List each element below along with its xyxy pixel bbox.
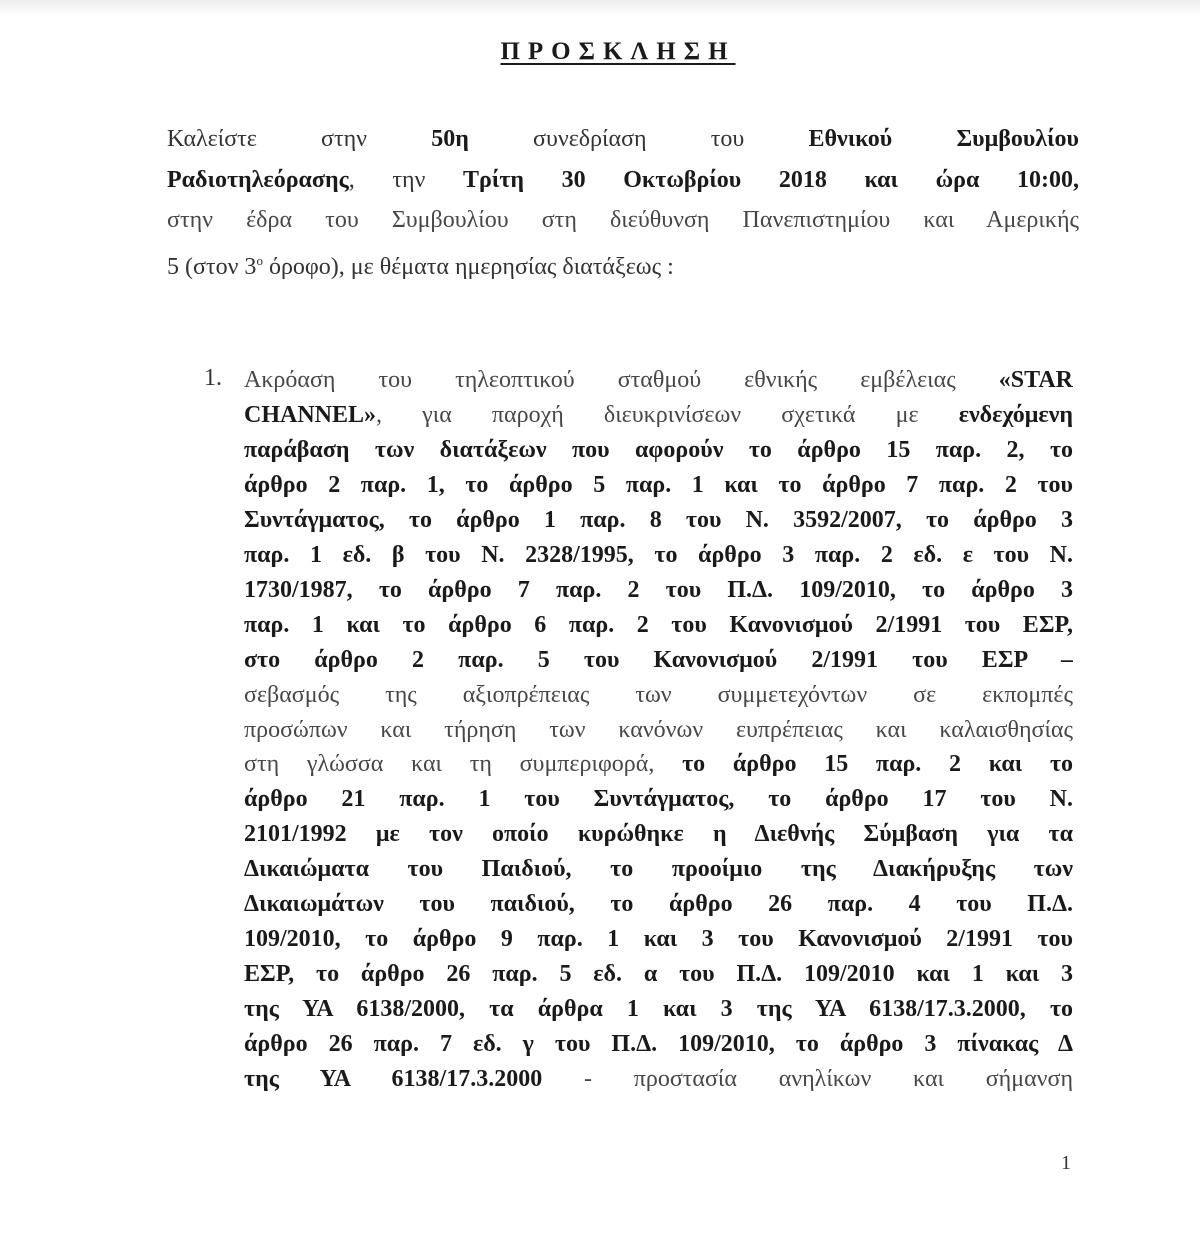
item-line: άρθρο 26 παρ. 7 εδ. γ του Π.Δ. 109/2010, το άρθρο 3 πίνακας Δ (244, 1031, 1073, 1058)
intro-line-2: Ραδιοτηλεόρασης, την Τρίτη 30 Οκτωβρίου 2018 και ώρα 10:00, (167, 166, 1079, 193)
item-line: στο άρθρο 2 παρ. 5 του Κανονισμού 2/1991 του ΕΣΡ – (244, 646, 1073, 673)
intro-line-3: στην έδρα του Συμβουλίου στη διεύθυνση Πανεπιστημίου και Αμερικής (167, 207, 1079, 233)
item-line: Δικαιωμάτων του παιδιού, το άρθρο 26 παρ. 4 του Π.Δ. (244, 891, 1073, 918)
agenda-item-number: 1. (204, 365, 222, 391)
item-line: 109/2010, το άρθρο 9 παρ. 1 και 3 του Κανονισμού 2/1991 του (244, 926, 1073, 953)
item-line: προσώπων και τήρηση των κανόνων ευπρέπειας και καλαισθησίας (244, 716, 1073, 743)
scan-top-band (0, 0, 1200, 18)
item-line: στη γλώσσα και τη συμπεριφορά, το άρθρο 15 παρ. 2 και το (244, 751, 1073, 778)
intro-line-1: Καλείστε στην 50η συνεδρίαση του Εθνικού Συμβουλίου (167, 126, 1079, 152)
agenda-item-text (244, 363, 1073, 1097)
item-line: ΕΣΡ, το άρθρο 26 παρ. 5 εδ. α του Π.Δ. 109/2010 και 1 και 3 (244, 961, 1073, 988)
item-line: CHANNEL», για παροχή διευκρινίσεων σχετικά με ενδεχόμενη (244, 401, 1073, 428)
item-line: άρθρο 2 παρ. 1, το άρθρο 5 παρ. 1 και το άρθρο 7 παρ. 2 του (244, 471, 1073, 498)
item-line: παράβαση των διατάξεων που αφορούν το άρθρο 15 παρ. 2, το (244, 436, 1073, 463)
intro-line-4: 5 (στον $3^o$ όροφο), με θέματα ημερησίας διατάξεως : (167, 252, 674, 280)
item-line: παρ. 1 και το άρθρο 6 παρ. 2 του Κανονισμού 2/1991 του ΕΣΡ, (244, 611, 1073, 638)
item-line: σεβασμός της αξιοπρέπειας των συμμετεχόντων σε εκπομπές (244, 681, 1073, 708)
item-line: Ακρόαση του τηλεοπτικού σταθμού εθνικής εμβέλειας «STAR (244, 367, 1073, 393)
item-line: Συντάγματος, το άρθρο 1 παρ. 8 του Ν. 3592/2007, το άρθρο 3 (244, 506, 1073, 533)
item-line: 1730/1987, το άρθρο 7 παρ. 2 του Π.Δ. 109/2010, το άρθρο 3 (244, 576, 1073, 603)
item-line: της ΥΑ 6138/17.3.2000 - προστασία ανηλίκων και σήμανση (244, 1066, 1073, 1093)
item-line: άρθρο 21 παρ. 1 του Συντάγματος, το άρθρο 17 του Ν. (244, 786, 1073, 813)
item-line: της ΥΑ 6138/2000, τα άρθρα 1 και 3 της ΥΑ 6138/17.3.2000, το (244, 996, 1073, 1023)
invitation-paragraph (167, 119, 1079, 287)
page-number: 1 (1061, 1152, 1071, 1174)
item-line: 2101/1992 με τον οποίο κυρώθηκε η Διεθνής Σύμβαση για τα (244, 821, 1073, 848)
item-line: Δικαιώματα του Παιδιού, το προοίμιο της Διακήρυξης των (244, 856, 1073, 883)
item-line: παρ. 1 εδ. β του Ν. 2328/1995, το άρθρο 3 παρ. 2 εδ. ε του Ν. (244, 541, 1073, 568)
document-title: ΠΡΟΣΚΛΗΣΗ (500, 38, 736, 65)
